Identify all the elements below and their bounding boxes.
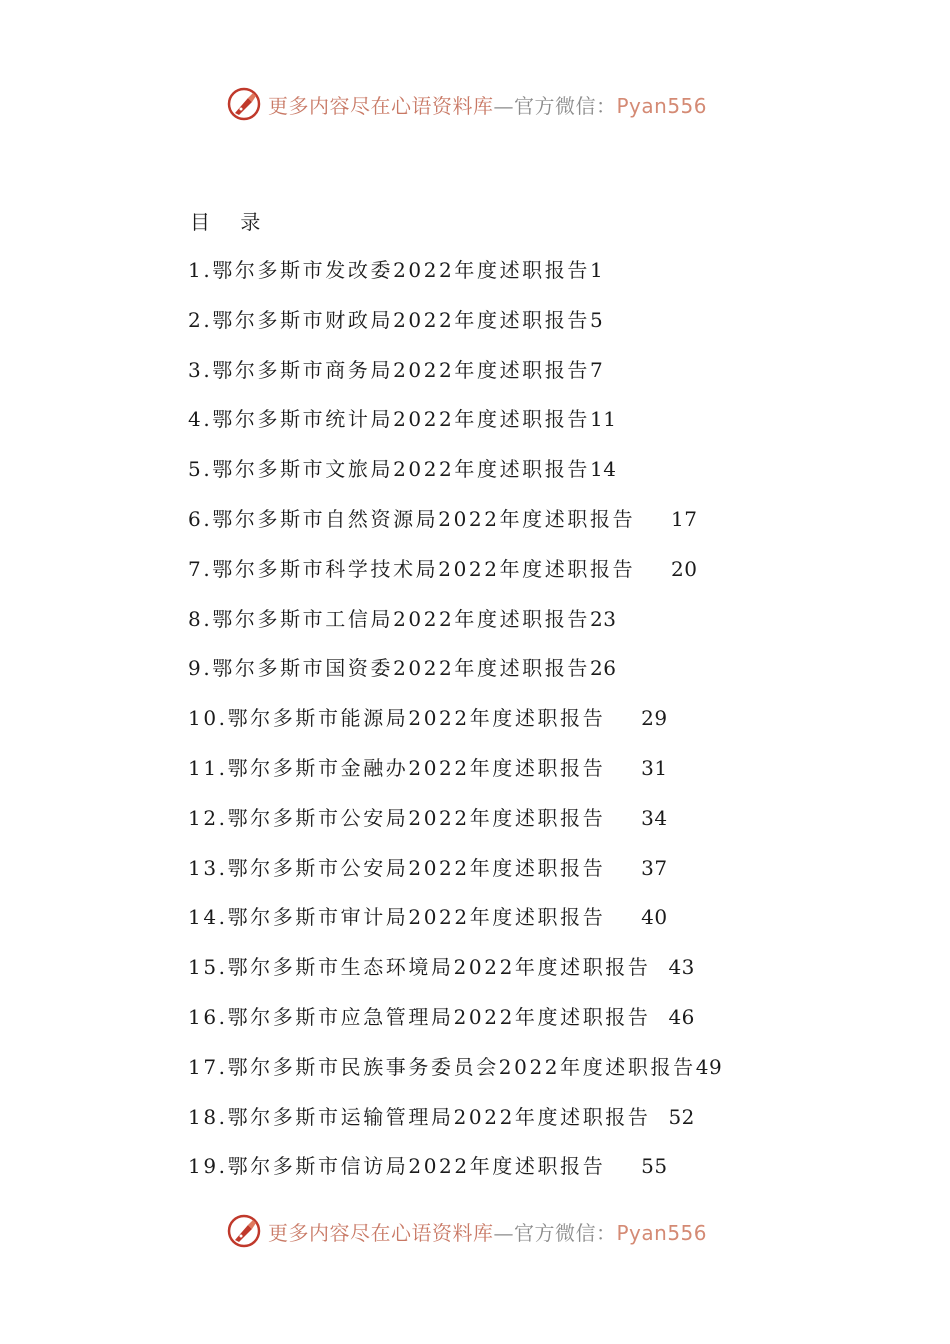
toc-item-title: 19.鄂尔多斯市信访局2022年度述职报告 (188, 1154, 606, 1179)
toc-item-page: 5 (589, 307, 604, 332)
toc-item-title: 9.鄂尔多斯市国资委2022年度述职报告 (188, 656, 590, 681)
toc-item[interactable] (188, 306, 722, 356)
toc-item-title: 4.鄂尔多斯市统计局2022年度述职报告 (188, 407, 590, 432)
toc-item-page: 17 (671, 506, 698, 531)
toc-item[interactable] (188, 455, 722, 505)
toc-item-page: 46 (668, 1004, 695, 1029)
toc-item[interactable] (188, 405, 722, 455)
toc-item[interactable] (188, 256, 722, 306)
toc-item[interactable] (188, 903, 722, 953)
toc-item-page: 20 (671, 556, 698, 581)
toc-item[interactable] (188, 605, 722, 655)
toc-item[interactable] (188, 1152, 722, 1202)
toc-item-title: 8.鄂尔多斯市工信局2022年度述职报告 (188, 606, 590, 631)
toc-item-title: 16.鄂尔多斯市应急管理局2022年度述职报告 (188, 1004, 651, 1029)
toc-item[interactable] (188, 704, 722, 754)
toc-item[interactable] (188, 555, 722, 605)
toc-item-title: 17.鄂尔多斯市民族事务委员会2022年度述职报告 (188, 1054, 696, 1079)
header-watermark-banner (226, 84, 707, 124)
toc-item-title: 3.鄂尔多斯市商务局2022年度述职报告 (188, 357, 590, 382)
toc-item-page: 40 (641, 905, 668, 930)
toc-item-title: 1.鄂尔多斯市发改委2022年度述职报告 (188, 258, 590, 282)
toc-item-title: 13.鄂尔多斯市公安局2022年度述职报告 (188, 855, 606, 880)
footer-watermark-banner (226, 1211, 707, 1251)
toc-item-page: 31 (641, 755, 668, 780)
banner-wechat-id: Pyan556 (616, 93, 708, 118)
banner-slogan: 更多内容尽在心语资料库 (268, 93, 494, 118)
toc-item-page: 11 (589, 407, 617, 432)
toc-item-page: 26 (589, 656, 617, 681)
toc-item-page: 14 (589, 457, 617, 482)
toc-item[interactable] (188, 953, 722, 1003)
toc-item-page: 43 (668, 955, 695, 980)
toc-item-title: 18.鄂尔多斯市运输管理局2022年度述职报告 (188, 1104, 651, 1129)
toc-item[interactable] (188, 854, 722, 904)
pen-nib-logo (226, 86, 262, 122)
toc-item[interactable] (188, 1003, 722, 1053)
banner-wechat-label: —官方微信： (493, 93, 617, 118)
toc-item-title: 7.鄂尔多斯市科学技术局2022年度述职报告 (188, 556, 636, 581)
toc-item-title: 2.鄂尔多斯市财政局2022年度述职报告 (188, 307, 590, 332)
toc-item[interactable] (188, 754, 722, 804)
toc-item[interactable] (188, 1103, 722, 1153)
toc-item-page: 1 (589, 258, 604, 282)
header-banner-text (268, 90, 707, 119)
toc-item-title: 15.鄂尔多斯市生态环境局2022年度述职报告 (188, 955, 651, 980)
toc-item-title: 5.鄂尔多斯市文旅局2022年度述职报告 (188, 457, 590, 482)
toc-title: 目 录 (190, 210, 262, 234)
toc-item-title: 6.鄂尔多斯市自然资源局2022年度述职报告 (188, 506, 636, 531)
banner-slogan: 更多内容尽在心语资料库 (268, 1220, 494, 1245)
toc-item-page: 29 (641, 706, 668, 731)
banner-wechat-id: Pyan556 (616, 1220, 708, 1245)
toc-item-page: 34 (641, 805, 668, 830)
toc-list (188, 256, 722, 1202)
toc-item[interactable] (188, 505, 722, 555)
toc-item-page: 37 (641, 855, 668, 880)
footer-banner-text (268, 1217, 707, 1246)
toc-item-page: 52 (668, 1104, 695, 1129)
pen-nib-logo (226, 1213, 262, 1249)
toc-item[interactable] (188, 804, 722, 854)
toc-item-page: 49 (695, 1054, 723, 1079)
toc-item-title: 11.鄂尔多斯市金融办2022年度述职报告 (188, 755, 606, 780)
toc-item-title: 12.鄂尔多斯市公安局2022年度述职报告 (188, 805, 606, 830)
banner-wechat-label: —官方微信： (493, 1220, 617, 1245)
toc-item-page: 23 (589, 606, 617, 631)
toc-item-page: 55 (641, 1154, 668, 1179)
toc-item[interactable] (188, 654, 722, 704)
toc-item-title: 10.鄂尔多斯市能源局2022年度述职报告 (188, 706, 606, 731)
toc-item[interactable] (188, 356, 722, 406)
toc-item[interactable] (188, 1053, 722, 1103)
toc-item-page: 7 (589, 357, 604, 382)
toc-item-title: 14.鄂尔多斯市审计局2022年度述职报告 (188, 905, 606, 930)
